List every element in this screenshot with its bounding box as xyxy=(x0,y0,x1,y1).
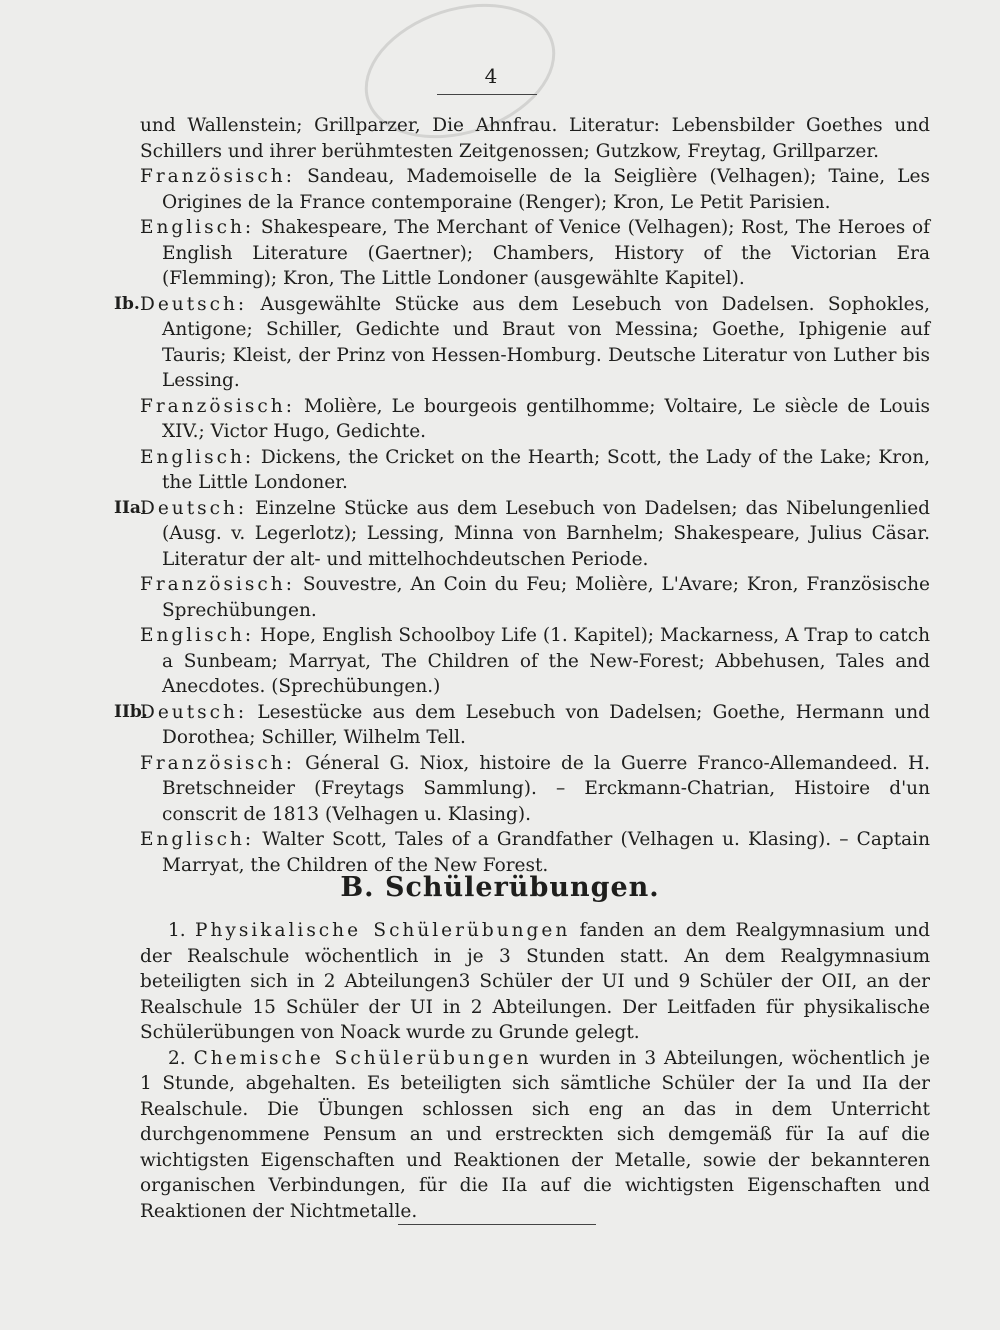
list-item xyxy=(114,496,930,573)
entry-text: Hope, English Schoolboy Life (1. Kapitel); Mackarness, A Trap to catch a Sunbeam; Marryat, The Children of the New-Forest; Abbehusen, Tales and Anecdotes. (Sprechübungen.) xyxy=(162,625,930,697)
subject-label: Französisch: xyxy=(140,752,295,774)
paragraph-subject: Chemische Schülerübungen xyxy=(193,1047,532,1069)
entry-text: Souvestre, An Coin du Feu; Molière, L'Avare; Kron, Französische Sprechübungen. xyxy=(162,574,930,621)
entry-text: Einzelne Stücke aus dem Lesebuch von Dadelsen; das Nibelungenlied (Ausg. v. Legerlotz); Lessing, Minna von Barnhelm; Shakespeare, Julius Cäsar. Literatur der alt- und mittelhochdeutschen Periode. xyxy=(162,497,930,570)
list-item xyxy=(140,394,930,445)
entry-text: Lesestücke aus dem Lesebuch von Dadelsen; Goethe, Hermann und Dorothea; Schiller, Wilhelm Tell. xyxy=(162,701,930,748)
paragraph-number: 1. xyxy=(168,920,196,941)
entry-text: Ausgewählte Stücke aus dem Lesebuch von Dadelsen. Sophokles, Antigone; Schiller, Gedichte und Braut von Messina; Goethe, Iphigenie auf Tauris; Kleist, der Prinz von Hessen-Homburg. Deutsche Literatur von Luther bis Lessing. xyxy=(162,293,930,391)
entry-text: Dickens, the Cricket on the Hearth; Scott, the Lady of the Lake; Kron, the Little Londoner. xyxy=(162,446,930,493)
subject-label: Englisch: xyxy=(140,446,255,468)
list-item xyxy=(140,445,930,496)
list-item xyxy=(140,751,930,828)
paragraph-subject: Physikalische Schülerübungen xyxy=(195,920,571,941)
list-item xyxy=(140,572,930,623)
section-heading: B. Schülerübungen. xyxy=(340,872,660,903)
class-label: IIa. xyxy=(114,497,147,518)
page-number: 4 xyxy=(484,64,498,88)
list-item xyxy=(114,292,930,394)
paragraph-number: 2. xyxy=(168,1047,194,1069)
subject-label: Deutsch: xyxy=(140,293,248,315)
subject-label: Französisch: xyxy=(140,395,295,417)
list-item xyxy=(140,623,930,700)
paragraph-text: wurden in 3 Abteilungen, wöchentlich je 1 Stunde, abgehalten. Es beteiligten sich sämtliche Schüler der Ia und IIa der Realschule. Die Übungen schlossen sich eng an das in dem Unterricht durchgenommene Pensum an und erstreckten sich demgemäß für Ia auf die wichtigsten Eigenschaften und Reaktionen der Metalle, sowie der bekannteren organischen Verbindungen, für die IIa auf die wichtigsten Eigenschaften und Reaktionen der Nichtmetalle. xyxy=(140,1047,930,1222)
list-item xyxy=(140,827,930,878)
subject-label: Englisch: xyxy=(140,625,255,646)
paragraph-chemistry xyxy=(140,1046,930,1225)
paragraph-text: fanden an dem Realgymnasium und der Realschule wöchentlich in je 3 Stunden statt. An dem Realgymnasium beteiligten sich in 2 Abteilungen3 Schüler der UI und 9 Schüler der OII, an der Realschule 15 Schüler der UI in 2 Abteilungen. Der Leitfaden für physikalische Schülerübungen von Noack wurde zu Grunde gelegt. xyxy=(140,920,930,1043)
continuation-paragraph: und Wallenstein; Grillparzer, Die Ahnfrau. Literatur: Lebensbilder Goethes und Schillers und ihrer berühmtesten Zeitgenossen; Gutzkow, Freytag, Grillparzer. xyxy=(140,115,930,162)
paragraph-physics xyxy=(140,918,930,1046)
exercises-section xyxy=(140,918,930,1224)
subject-label: Französisch: xyxy=(140,166,295,187)
page-number-rule xyxy=(437,94,537,95)
entry-text: Walter Scott, Tales of a Grandfather (Velhagen u. Klasing). – Captain Marryat, the Children of the New Forest. xyxy=(162,829,930,876)
entry-text: Shakespeare, The Merchant of Venice (Velhagen); Rost, The Heroes of English Literature (Gaertner); Chambers, History of the Victorian Era (Flemming); Kron, The Little Londoner (ausgewählte Kapitel). xyxy=(162,217,930,289)
subject-label: Englisch: xyxy=(140,217,255,238)
subject-label: Englisch: xyxy=(140,829,255,850)
list-item xyxy=(114,700,930,751)
subject-label: Deutsch: xyxy=(140,497,248,519)
class-label: IIb. xyxy=(114,701,148,722)
bottom-divider xyxy=(398,1224,596,1225)
subject-label: Deutsch: xyxy=(140,701,248,723)
subject-label: Französisch: xyxy=(140,574,295,595)
class-label: Ib. xyxy=(114,293,140,314)
entry-text: Géneral G. Niox, histoire de la Guerre Franco-Allemandeed. H. Bretschneider (Freytags Sammlung). – Erckmann-Chatrian, Histoire d'un conscrit de 1813 (Velhagen u. Klasing). xyxy=(162,752,930,825)
entry-text: Molière, Le bourgeois gentilhomme; Voltaire, Le siècle de Louis XIV.; Victor Hugo, Gedichte. xyxy=(162,395,930,442)
list-item xyxy=(140,164,930,215)
reading-list xyxy=(114,113,930,878)
entry-text: Sandeau, Mademoiselle de la Seiglière (Velhagen); Taine, Les Origines de la France contemporaine (Renger); Kron, Le Petit Parisien. xyxy=(162,166,930,213)
list-item xyxy=(140,215,930,292)
